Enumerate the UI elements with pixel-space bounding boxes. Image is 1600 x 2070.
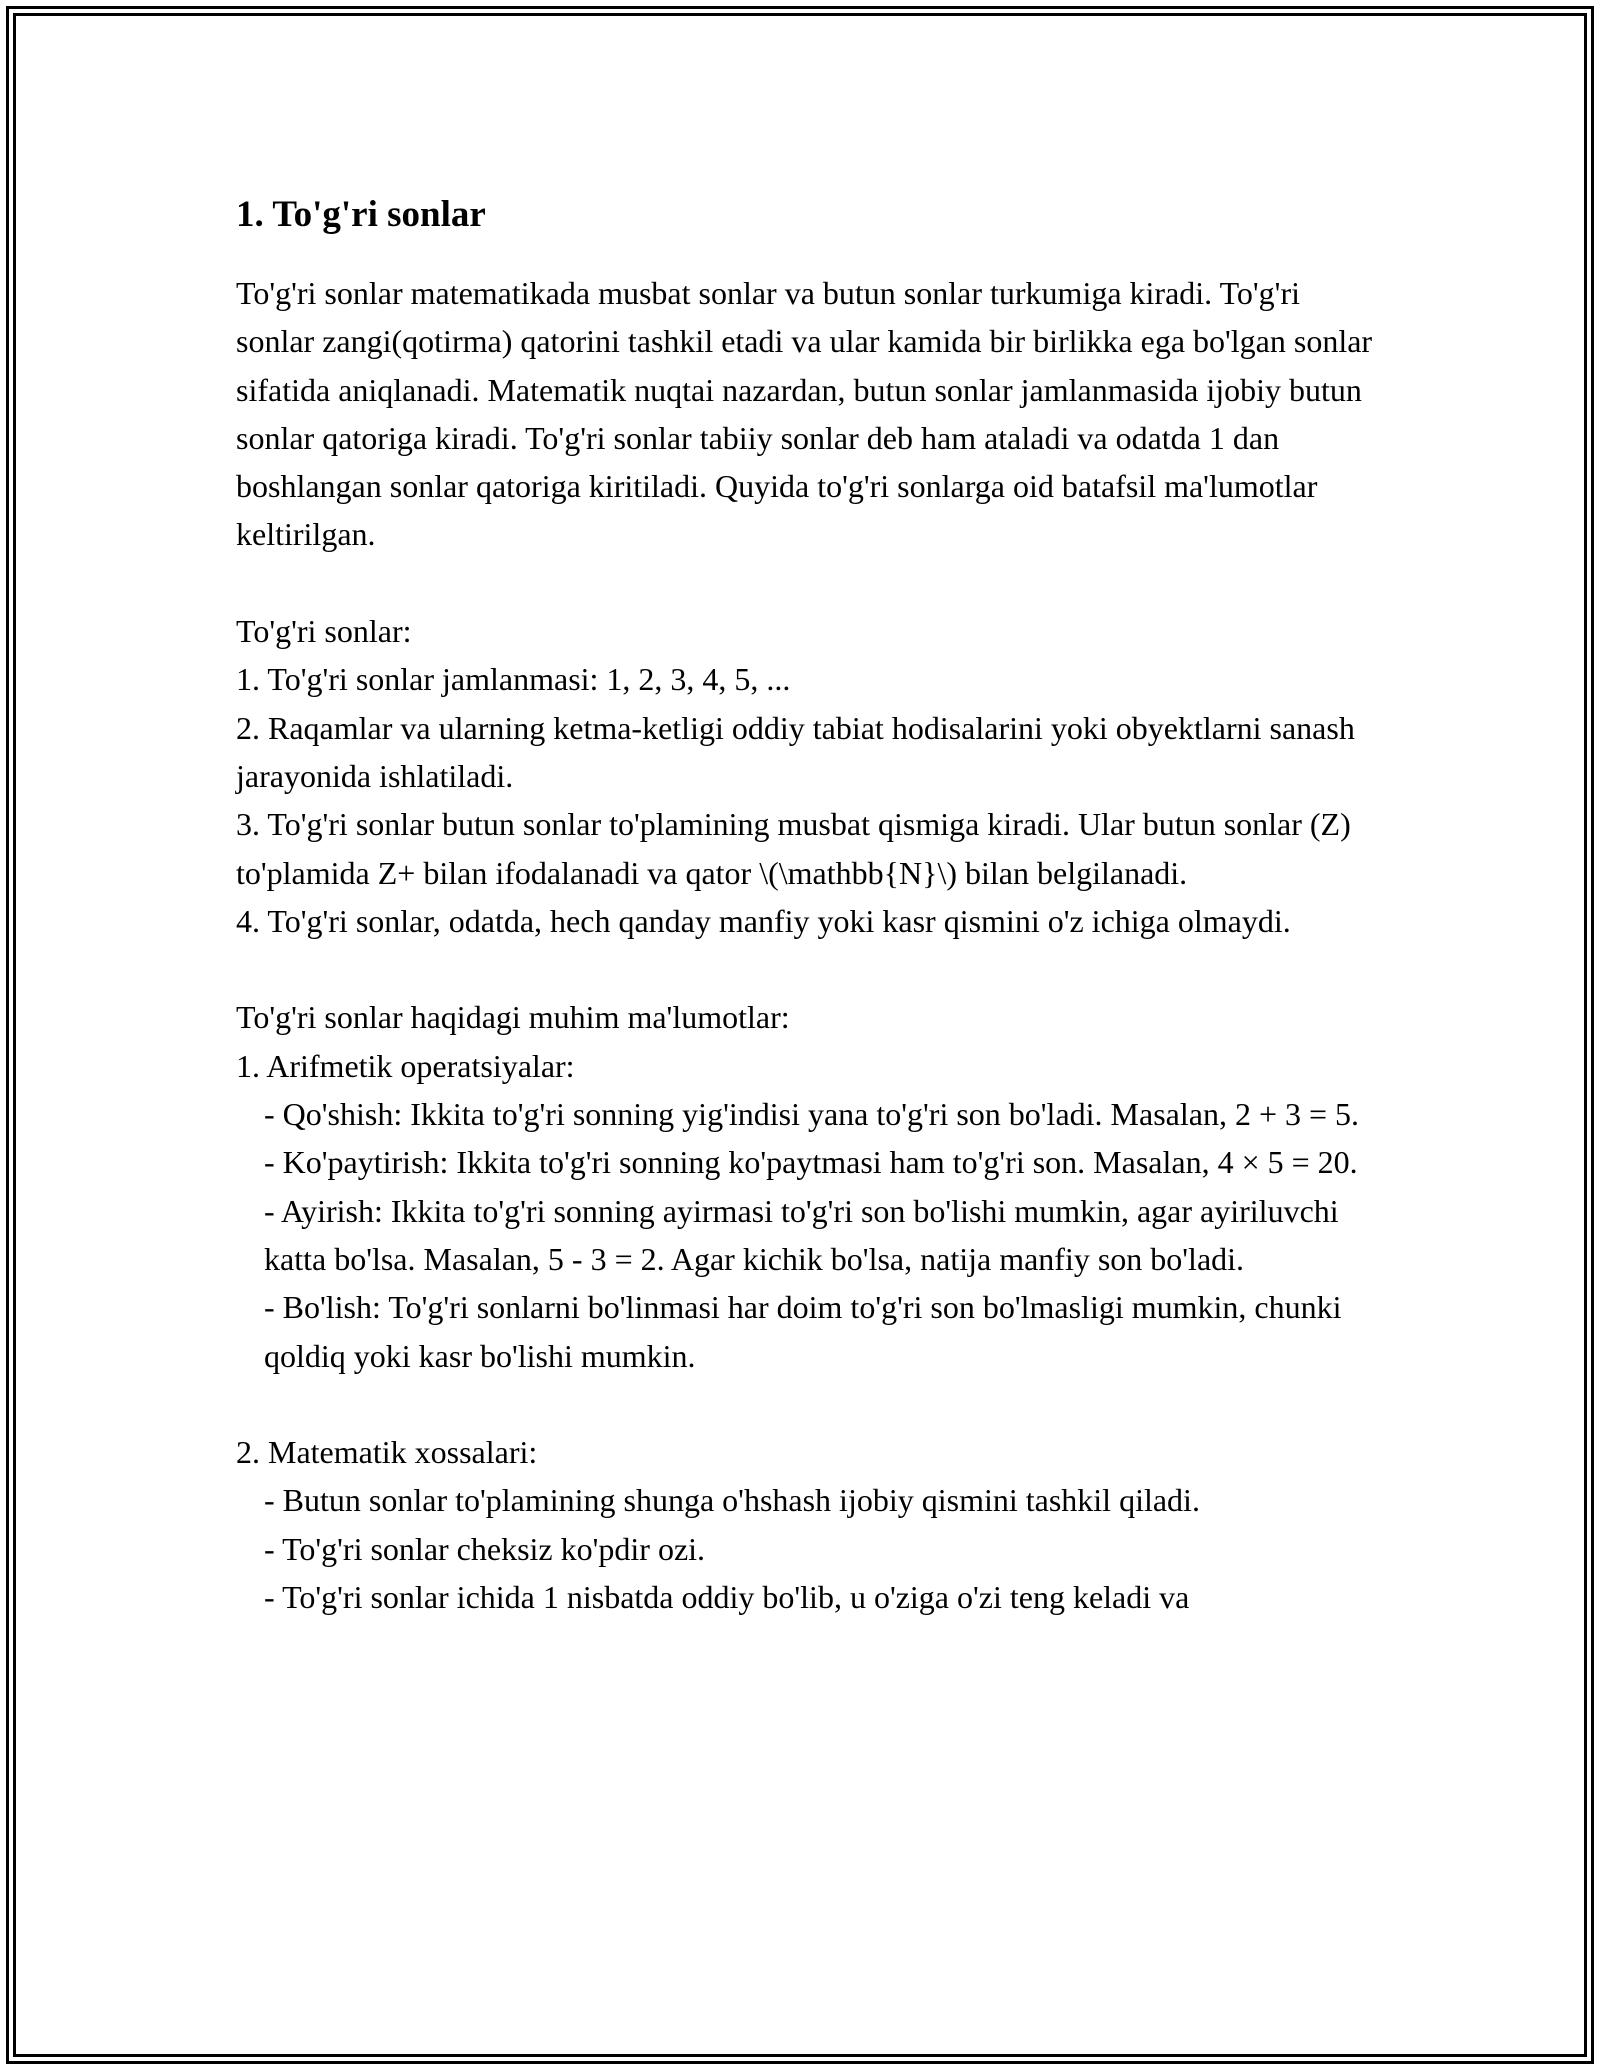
list-item: - Butun sonlar to'plamining shunga o'hshash ijobiy qismini tashkil qiladi. [264, 1482, 1200, 1519]
list-item: - Qo'shish: Ikkita to'g'ri sonning yig'indisi yana to'g'ri son bo'ladi. Masalan, 2 + 3 = 5. [264, 1096, 1360, 1133]
subsection-heading: 2. Matematik xossalari: [236, 1434, 538, 1471]
list-item: - To'g'ri sonlar cheksiz ko'pdir ozi. [264, 1530, 706, 1567]
important-info-section [236, 993, 1376, 1621]
section-heading: To'g'ri sonlar haqidagi muhim ma'lumotlar: [236, 999, 790, 1036]
list-item: - Ko'paytirish: Ikkita to'g'ri sonning ko'paytmasi ham to'g'ri son. Masalan, 4 × 5 = 20. [264, 1144, 1358, 1181]
document-body [236, 269, 1376, 1621]
document-content [236, 186, 1376, 1621]
list-item: 3. To'g'ri sonlar butun sonlar to'plamining musbat qismiga kiradi. Ular butun sonlar (Z) to'plamida Z+ bilan ifodalanadi va qator \(\mathbb{N}\) bilan belgilanadi. [236, 806, 1351, 891]
natural-numbers-section [236, 607, 1376, 945]
paragraph-gap [236, 1380, 1376, 1428]
list-item: - Bo'lish: To'g'ri sonlarni bo'linmasi har doim to'g'ri son bo'lmasligi mumkin, chunki qoldiq yoki kasr bo'lishi mumkin. [264, 1289, 1342, 1374]
section-heading: To'g'ri sonlar: [236, 613, 412, 650]
list-item: - Ayirish: Ikkita to'g'ri sonning ayirmasi to'g'ri son bo'lishi mumkin, agar ayiriluvchi katta bo'lsa. Masalan, 5 - 3 = 2. Agar kichik bo'lsa, natija manfiy son bo'ladi. [264, 1192, 1339, 1277]
list-item: - To'g'ri sonlar ichida 1 nisbatda oddiy bo'lib, u o'ziga o'zi teng keladi va [264, 1579, 1190, 1616]
list-item: 4. To'g'ri sonlar, odatda, hech qanday manfiy yoki kasr qismini o'z ichiga olmaydi. [236, 902, 1291, 939]
list-item: 1. To'g'ri sonlar jamlanmasi: 1, 2, 3, 4, 5, ... [236, 661, 791, 698]
subsection-heading: 1. Arifmetik operatsiyalar: [236, 1047, 575, 1084]
intro-paragraph: To'g'ri sonlar matematikada musbat sonlar va butun sonlar turkumiga kiradi. To'g'ri sonlar zangi(qotirma) qatorini tashkil etadi va ular kamida bir birlikka ega bo'lgan sonlar sifatida aniqlanadi. Matematik nuqtai nazardan, butun sonlar jamlanmasida ijobiy butun sonlar qatoriga kiradi. To'g'ri sonlar tabiiy sonlar deb ham ataladi va odatda 1 dan boshlangan sonlar qatoriga kiritiladi. Quyida to'g'ri sonlarga oid batafsil ma'lumotlar keltirilgan. [236, 275, 1373, 553]
list-item: 2. Raqamlar va ularning ketma-ketligi oddiy tabiat hodisalarini yoki obyektlarni sanash jarayonida ishlatiladi. [236, 709, 1355, 794]
paragraph-gap [236, 945, 1376, 993]
paragraph-gap [236, 559, 1376, 607]
section-title: 1. To'g'ri sonlar [236, 194, 486, 235]
